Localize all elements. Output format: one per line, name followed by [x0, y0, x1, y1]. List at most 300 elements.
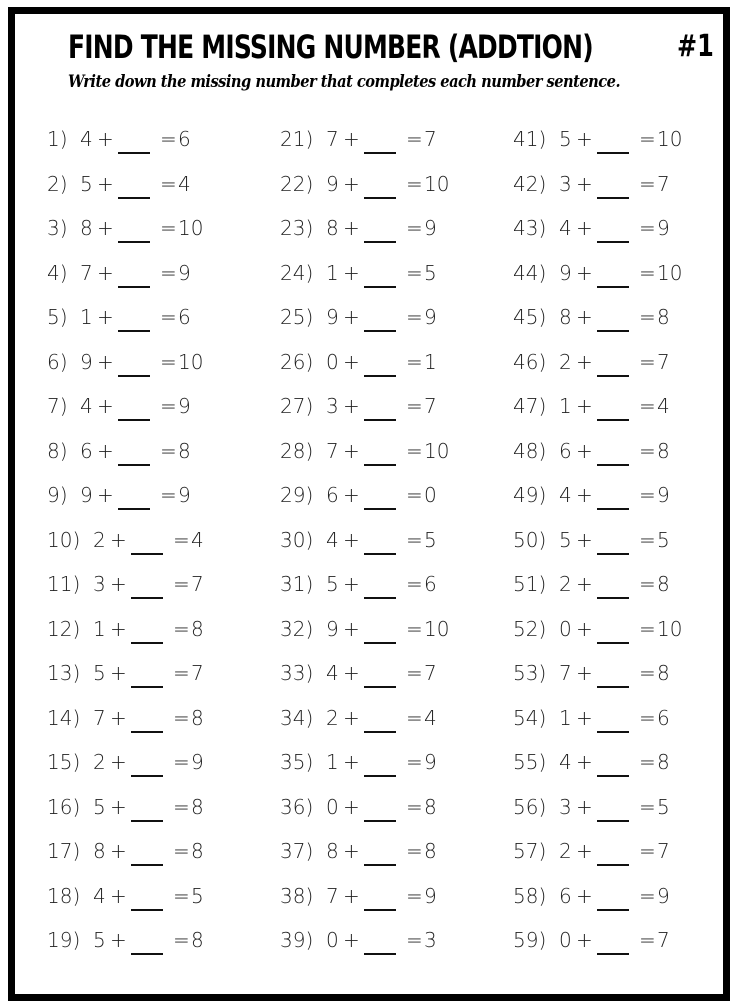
problem-result: 8	[657, 438, 670, 463]
plus-sign: +	[343, 171, 360, 196]
problem-number: 14)	[47, 705, 81, 730]
problem-addend: 9	[326, 171, 339, 196]
plus-sign: +	[576, 349, 593, 374]
equals-sign: =	[160, 394, 177, 418]
equals-sign: =	[639, 661, 656, 685]
answer-blank[interactable]	[364, 711, 396, 733]
problem-addend: 2	[93, 527, 106, 552]
problem-result: 4	[178, 171, 191, 196]
problem-result: 4	[191, 527, 204, 552]
equals-sign: =	[160, 349, 177, 374]
problem-addend: 1	[93, 616, 106, 641]
problem-number: 58)	[513, 883, 547, 908]
plus-sign: +	[97, 127, 114, 151]
problem-addend: 1	[80, 305, 93, 329]
problem-result: 10	[657, 127, 683, 151]
equals-sign: =	[160, 305, 177, 329]
problem-result: 7	[424, 394, 437, 418]
problem-result: 5	[657, 794, 670, 819]
plus-sign: +	[110, 616, 127, 641]
problem-result: 10	[424, 616, 450, 641]
problem-result: 8	[191, 839, 204, 863]
problem-addend: 7	[326, 438, 339, 463]
plus-sign: +	[576, 883, 593, 908]
equals-sign: =	[173, 883, 190, 908]
equals-sign: =	[406, 483, 423, 507]
problem-result: 8	[424, 839, 437, 863]
problem-number: 26)	[280, 349, 314, 374]
plus-sign: +	[343, 616, 360, 641]
problem-result: 1	[424, 349, 437, 374]
problem-addend: 7	[80, 260, 93, 285]
problem-addend: 4	[326, 527, 339, 552]
problem-addend: 2	[326, 705, 339, 730]
problem-result: 7	[657, 928, 670, 952]
problem-addend: 3	[559, 794, 572, 819]
answer-blank[interactable]	[597, 844, 629, 866]
equals-sign: =	[639, 260, 656, 285]
equals-sign: =	[639, 527, 656, 552]
equals-sign: =	[406, 883, 423, 908]
problem-addend: 5	[559, 527, 572, 552]
equals-sign: =	[173, 928, 190, 952]
problem-result: 5	[424, 527, 437, 552]
problem-result: 7	[424, 661, 437, 685]
problem-result: 9	[424, 883, 437, 908]
answer-blank[interactable]	[597, 889, 629, 911]
problem-number: 31)	[280, 572, 314, 596]
equals-sign: =	[406, 839, 423, 863]
answer-blank[interactable]	[364, 355, 396, 377]
problem-number: 37)	[280, 839, 314, 863]
plus-sign: +	[110, 928, 127, 952]
problem-addend: 0	[326, 928, 339, 952]
problem-number: 59)	[513, 928, 547, 952]
plus-sign: +	[110, 705, 127, 730]
plus-sign: +	[576, 839, 593, 863]
problem-addend: 0	[559, 928, 572, 952]
problem-number: 57)	[513, 839, 547, 863]
answer-blank[interactable]	[597, 444, 629, 466]
problem-result: 9	[424, 750, 437, 774]
problem-result: 3	[424, 928, 437, 952]
answer-blank[interactable]	[364, 889, 396, 911]
problem-number: 48)	[513, 438, 547, 463]
problem-result: 8	[178, 438, 191, 463]
problem-result: 9	[178, 483, 191, 507]
problem-number: 54)	[513, 705, 547, 730]
answer-blank[interactable]	[597, 310, 629, 332]
equals-sign: =	[160, 171, 177, 196]
plus-sign: +	[343, 928, 360, 952]
problem-result: 10	[657, 616, 683, 641]
answer-blank[interactable]	[364, 132, 396, 154]
plus-sign: +	[576, 438, 593, 463]
problem-addend: 8	[80, 216, 93, 240]
problem-result: 10	[178, 216, 204, 240]
problem-addend: 2	[559, 349, 572, 374]
equals-sign: =	[406, 394, 423, 418]
answer-blank[interactable]	[364, 533, 396, 555]
plus-sign: +	[576, 216, 593, 240]
worksheet-instructions: Write down the missing number that completes each number sentence.	[68, 72, 621, 92]
problem-addend: 9	[559, 260, 572, 285]
problem-addend: 9	[80, 483, 93, 507]
plus-sign: +	[343, 216, 360, 240]
equals-sign: =	[639, 349, 656, 374]
problem-result: 7	[191, 572, 204, 596]
problem-result: 8	[657, 750, 670, 774]
problem-result: 10	[424, 171, 450, 196]
plus-sign: +	[576, 394, 593, 418]
answer-blank[interactable]	[131, 800, 163, 822]
plus-sign: +	[343, 483, 360, 507]
plus-sign: +	[576, 171, 593, 196]
problem-number: 55)	[513, 750, 547, 774]
problem-addend: 2	[93, 750, 106, 774]
problem-addend: 3	[326, 394, 339, 418]
problem-addend: 9	[326, 616, 339, 641]
problem-addend: 1	[559, 705, 572, 730]
plus-sign: +	[343, 839, 360, 863]
equals-sign: =	[639, 127, 656, 151]
equals-sign: =	[406, 572, 423, 596]
problem-addend: 9	[80, 349, 93, 374]
equals-sign: =	[406, 794, 423, 819]
equals-sign: =	[406, 127, 423, 151]
problem-number: 1)	[47, 127, 68, 151]
problem-addend: 4	[559, 483, 572, 507]
answer-blank[interactable]	[118, 310, 150, 332]
problem-number: 52)	[513, 616, 547, 641]
problem-addend: 2	[559, 839, 572, 863]
plus-sign: +	[343, 349, 360, 374]
problem-number: 5)	[47, 305, 68, 329]
equals-sign: =	[406, 171, 423, 196]
answer-blank[interactable]	[118, 444, 150, 466]
answer-blank[interactable]	[364, 177, 396, 199]
equals-sign: =	[173, 661, 190, 685]
equals-sign: =	[639, 171, 656, 196]
problem-addend: 6	[559, 438, 572, 463]
equals-sign: =	[406, 438, 423, 463]
answer-blank[interactable]	[131, 666, 163, 688]
equals-sign: =	[639, 705, 656, 730]
plus-sign: +	[97, 438, 114, 463]
problem-result: 6	[178, 127, 191, 151]
plus-sign: +	[576, 661, 593, 685]
answer-blank[interactable]	[118, 355, 150, 377]
plus-sign: +	[343, 572, 360, 596]
problem-number: 24)	[280, 260, 314, 285]
problem-number: 7)	[47, 394, 68, 418]
plus-sign: +	[110, 572, 127, 596]
problem-number: 23)	[280, 216, 314, 240]
problem-result: 8	[191, 616, 204, 641]
answer-blank[interactable]	[364, 666, 396, 688]
problem-addend: 1	[326, 750, 339, 774]
answer-blank[interactable]	[364, 577, 396, 599]
answer-blank[interactable]	[597, 755, 629, 777]
plus-sign: +	[343, 394, 360, 418]
equals-sign: =	[639, 839, 656, 863]
problem-addend: 7	[93, 705, 106, 730]
answer-blank[interactable]	[364, 444, 396, 466]
plus-sign: +	[97, 171, 114, 196]
equals-sign: =	[406, 216, 423, 240]
equals-sign: =	[173, 572, 190, 596]
problem-number: 15)	[47, 750, 81, 774]
answer-blank[interactable]	[131, 577, 163, 599]
answer-blank[interactable]	[597, 622, 629, 644]
answer-blank[interactable]	[364, 310, 396, 332]
problem-number: 45)	[513, 305, 547, 329]
equals-sign: =	[173, 616, 190, 641]
problem-addend: 4	[93, 883, 106, 908]
problem-addend: 0	[559, 616, 572, 641]
plus-sign: +	[110, 750, 127, 774]
answer-blank[interactable]	[597, 488, 629, 510]
equals-sign: =	[160, 438, 177, 463]
equals-sign: =	[406, 705, 423, 730]
equals-sign: =	[639, 572, 656, 596]
equals-sign: =	[639, 750, 656, 774]
plus-sign: +	[343, 661, 360, 685]
problem-result: 10	[178, 349, 204, 374]
problem-number: 3)	[47, 216, 68, 240]
problem-result: 8	[191, 794, 204, 819]
answer-blank[interactable]	[131, 533, 163, 555]
problem-addend: 9	[326, 305, 339, 329]
problem-result: 10	[424, 438, 450, 463]
equals-sign: =	[173, 527, 190, 552]
problem-result: 0	[424, 483, 437, 507]
plus-sign: +	[576, 928, 593, 952]
problem-number: 11)	[47, 572, 81, 596]
problem-number: 22)	[280, 171, 314, 196]
answer-blank[interactable]	[597, 177, 629, 199]
plus-sign: +	[343, 260, 360, 285]
problem-number: 34)	[280, 705, 314, 730]
plus-sign: +	[576, 527, 593, 552]
equals-sign: =	[639, 928, 656, 952]
answer-blank[interactable]	[597, 711, 629, 733]
problem-result: 8	[657, 661, 670, 685]
plus-sign: +	[97, 216, 114, 240]
problem-result: 9	[178, 260, 191, 285]
answer-blank[interactable]	[364, 800, 396, 822]
answer-blank[interactable]	[364, 399, 396, 421]
problem-result: 6	[657, 705, 670, 730]
plus-sign: +	[576, 750, 593, 774]
plus-sign: +	[97, 483, 114, 507]
plus-sign: +	[343, 794, 360, 819]
problem-result: 8	[191, 928, 204, 952]
problem-number: 10)	[47, 527, 81, 552]
problem-number: 47)	[513, 394, 547, 418]
answer-blank[interactable]	[131, 622, 163, 644]
problem-addend: 2	[559, 572, 572, 596]
problem-addend: 4	[559, 750, 572, 774]
equals-sign: =	[173, 794, 190, 819]
problem-result: 8	[424, 794, 437, 819]
problem-addend: 0	[326, 794, 339, 819]
equals-sign: =	[406, 928, 423, 952]
plus-sign: +	[343, 438, 360, 463]
answer-blank[interactable]	[597, 800, 629, 822]
problem-number: 39)	[280, 928, 314, 952]
answer-blank[interactable]	[131, 844, 163, 866]
problem-result: 8	[657, 572, 670, 596]
equals-sign: =	[639, 616, 656, 641]
problem-result: 4	[657, 394, 670, 418]
equals-sign: =	[406, 305, 423, 329]
problem-number: 17)	[47, 839, 81, 863]
problem-addend: 8	[326, 216, 339, 240]
problem-number: 33)	[280, 661, 314, 685]
problem-number: 36)	[280, 794, 314, 819]
answer-blank[interactable]	[118, 488, 150, 510]
problem-number: 2)	[47, 171, 68, 196]
problem-addend: 5	[326, 572, 339, 596]
problem-addend: 4	[80, 394, 93, 418]
problem-number: 18)	[47, 883, 81, 908]
equals-sign: =	[160, 127, 177, 151]
plus-sign: +	[110, 527, 127, 552]
problem-number: 27)	[280, 394, 314, 418]
problem-number: 44)	[513, 260, 547, 285]
plus-sign: +	[576, 616, 593, 641]
answer-blank[interactable]	[364, 221, 396, 243]
problem-addend: 8	[93, 839, 106, 863]
problem-addend: 7	[326, 883, 339, 908]
answer-blank[interactable]	[118, 132, 150, 154]
equals-sign: =	[173, 839, 190, 863]
answer-blank[interactable]	[597, 266, 629, 288]
problem-addend: 4	[80, 127, 93, 151]
problem-number: 50)	[513, 527, 547, 552]
answer-blank[interactable]	[597, 666, 629, 688]
answer-blank[interactable]	[118, 266, 150, 288]
problem-addend: 7	[559, 661, 572, 685]
equals-sign: =	[639, 394, 656, 418]
worksheet-header	[68, 28, 714, 68]
answer-blank[interactable]	[597, 577, 629, 599]
equals-sign: =	[173, 705, 190, 730]
plus-sign: +	[576, 483, 593, 507]
plus-sign: +	[97, 260, 114, 285]
problem-addend: 5	[93, 794, 106, 819]
plus-sign: +	[343, 305, 360, 329]
equals-sign: =	[173, 750, 190, 774]
answer-blank[interactable]	[118, 177, 150, 199]
problem-addend: 8	[326, 839, 339, 863]
problem-number: 46)	[513, 349, 547, 374]
plus-sign: +	[343, 750, 360, 774]
answer-blank[interactable]	[131, 755, 163, 777]
plus-sign: +	[97, 394, 114, 418]
problem-number: 35)	[280, 750, 314, 774]
problem-number: 53)	[513, 661, 547, 685]
answer-blank[interactable]	[597, 933, 629, 955]
problem-addend: 6	[326, 483, 339, 507]
problem-addend: 6	[80, 438, 93, 463]
answer-blank[interactable]	[364, 622, 396, 644]
problem-result: 9	[178, 394, 191, 418]
worksheet-title: FIND THE MISSING NUMBER (ADDTION)	[68, 28, 593, 66]
problem-number: 4)	[47, 260, 68, 285]
equals-sign: =	[160, 216, 177, 240]
plus-sign: +	[110, 883, 127, 908]
problem-result: 6	[178, 305, 191, 329]
plus-sign: +	[343, 527, 360, 552]
problem-result: 9	[657, 483, 670, 507]
problem-number: 13)	[47, 661, 81, 685]
answer-blank[interactable]	[364, 266, 396, 288]
answer-blank[interactable]	[364, 488, 396, 510]
answer-blank[interactable]	[364, 755, 396, 777]
answer-blank[interactable]	[131, 889, 163, 911]
problem-number: 38)	[280, 883, 314, 908]
equals-sign: =	[406, 616, 423, 641]
problem-result: 9	[424, 216, 437, 240]
equals-sign: =	[406, 661, 423, 685]
equals-sign: =	[406, 527, 423, 552]
problem-number: 21)	[280, 127, 314, 151]
problem-result: 9	[657, 883, 670, 908]
problem-number: 9)	[47, 483, 68, 507]
problem-number: 30)	[280, 527, 314, 552]
answer-blank[interactable]	[131, 711, 163, 733]
problem-number: 49)	[513, 483, 547, 507]
problem-number: 41)	[513, 127, 547, 151]
problem-result: 7	[657, 839, 670, 863]
equals-sign: =	[406, 260, 423, 285]
answer-blank[interactable]	[118, 221, 150, 243]
equals-sign: =	[639, 483, 656, 507]
problem-addend: 1	[559, 394, 572, 418]
problem-result: 8	[191, 705, 204, 730]
answer-blank[interactable]	[364, 933, 396, 955]
answer-blank[interactable]	[597, 533, 629, 555]
answer-blank[interactable]	[118, 399, 150, 421]
equals-sign: =	[639, 438, 656, 463]
plus-sign: +	[343, 127, 360, 151]
problem-addend: 8	[559, 305, 572, 329]
plus-sign: +	[97, 349, 114, 374]
problem-number: 32)	[280, 616, 314, 641]
answer-blank[interactable]	[597, 221, 629, 243]
answer-blank[interactable]	[131, 933, 163, 955]
problem-number: 42)	[513, 171, 547, 196]
problem-result: 7	[657, 349, 670, 374]
problem-number: 25)	[280, 305, 314, 329]
problem-result: 5	[657, 527, 670, 552]
answer-blank[interactable]	[597, 132, 629, 154]
problem-result: 7	[657, 171, 670, 196]
plus-sign: +	[576, 794, 593, 819]
answer-blank[interactable]	[597, 355, 629, 377]
worksheet-number: #1	[677, 29, 714, 64]
answer-blank[interactable]	[364, 844, 396, 866]
equals-sign: =	[406, 349, 423, 374]
problem-result: 7	[191, 661, 204, 685]
plus-sign: +	[110, 661, 127, 685]
problem-number: 29)	[280, 483, 314, 507]
problem-number: 12)	[47, 616, 81, 641]
problem-result: 9	[657, 216, 670, 240]
answer-blank[interactable]	[597, 399, 629, 421]
